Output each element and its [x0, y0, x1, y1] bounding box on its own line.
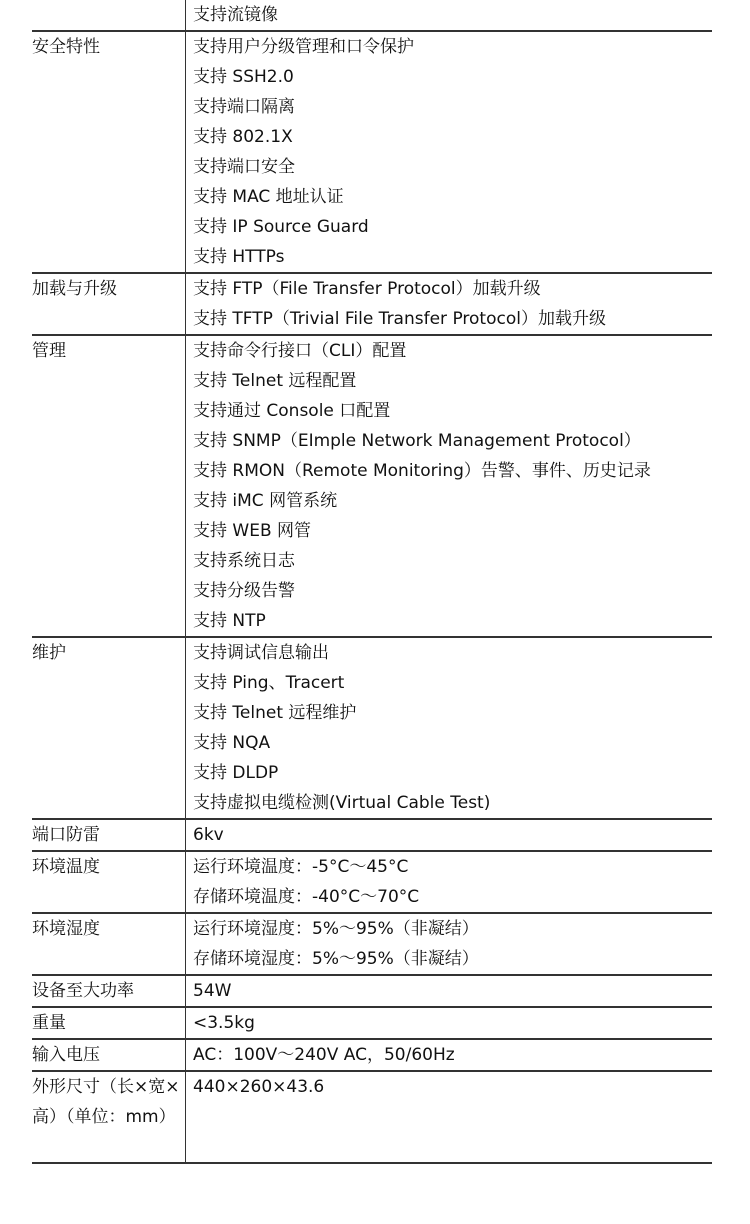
spec-label: 输入电压 [32, 1039, 186, 1071]
spec-value-line: 运行环境湿度：5%～95%（非凝结） [193, 919, 479, 939]
spec-row [32, 637, 712, 819]
spec-value-cell [186, 1039, 713, 1071]
spec-row [32, 31, 712, 273]
spec-value-line: 支持虚拟电缆检测(Virtual Cable Test) [193, 793, 491, 813]
spec-value-line: 支持分级告警 [193, 581, 295, 601]
spec-row [32, 819, 712, 851]
spec-table [32, 0, 712, 1164]
spec-row [32, 0, 712, 31]
spec-value-line: 支持 802.1X [193, 127, 293, 147]
spec-value-line: 6kv [193, 825, 224, 845]
spec-value-line: 存储环境温度：-40°C～70°C [193, 887, 420, 907]
spec-label: 外形尺寸（长×宽×高）（单位：mm） [32, 1071, 186, 1163]
spec-label [32, 0, 186, 31]
spec-value-line: 支持 NQA [193, 733, 271, 753]
spec-row [32, 273, 712, 335]
spec-label: 重量 [32, 1007, 186, 1039]
spec-value-line: 支持 MAC 地址认证 [193, 187, 344, 207]
spec-label: 加载与升级 [32, 273, 186, 335]
spec-value-line: 支持 Ping、Tracert [193, 673, 345, 693]
spec-row [32, 335, 712, 637]
spec-row [32, 975, 712, 1007]
spec-value-line: 支持 FTP（File Transfer Protocol）加载升级 [193, 279, 541, 299]
spec-value-cell [186, 975, 713, 1007]
spec-value-cell [186, 31, 713, 273]
spec-value-line: 支持 IP Source Guard [193, 217, 369, 237]
spec-row [32, 851, 712, 913]
spec-value-line: 支持 Telnet 远程配置 [193, 371, 357, 391]
spec-label: 安全特性 [32, 31, 186, 273]
spec-value-line: 运行环境温度：-5°C～45°C [193, 857, 409, 877]
spec-table-body [32, 0, 712, 1163]
spec-row [32, 1007, 712, 1039]
spec-value-cell [186, 0, 713, 31]
spec-value-line: 支持 SNMP（EImple Network Management Protocol） [193, 431, 641, 451]
spec-value-line: 支持 DLDP [193, 763, 279, 783]
spec-value-cell [186, 637, 713, 819]
spec-row [32, 1071, 712, 1163]
spec-value-line: AC：100V～240V AC，50/60Hz [193, 1045, 455, 1065]
spec-value-line: 支持调试信息输出 [193, 643, 329, 663]
spec-value-line: 支持端口隔离 [193, 97, 295, 117]
spec-value-line: 支持 HTTPs [193, 247, 285, 267]
spec-label: 维护 [32, 637, 186, 819]
spec-value-line: 支持系统日志 [193, 551, 295, 571]
spec-value-line: 支持 SSH2.0 [193, 67, 294, 87]
spec-value-line: 支持用户分级管理和口令保护 [193, 37, 414, 57]
spec-value-line: 存储环境湿度：5%～95%（非凝结） [193, 949, 479, 969]
spec-value-cell [186, 913, 713, 975]
spec-value-line: 支持 RMON（Remote Monitoring）告警、事件、历史记录 [193, 461, 651, 481]
spec-row [32, 1039, 712, 1071]
spec-value-cell [186, 273, 713, 335]
spec-label: 管理 [32, 335, 186, 637]
spec-value-cell [186, 1007, 713, 1039]
spec-value-line: 支持 WEB 网管 [193, 521, 312, 541]
spec-value-cell [186, 1071, 713, 1163]
spec-label: 设备至大功率 [32, 975, 186, 1007]
spec-value-cell [186, 851, 713, 913]
spec-value-line: 支持通过 Console 口配置 [193, 401, 391, 421]
spec-value-line: 支持命令行接口（CLI）配置 [193, 341, 407, 361]
spec-value-line: 支持端口安全 [193, 157, 295, 177]
spec-label: 环境温度 [32, 851, 186, 913]
spec-label: 环境湿度 [32, 913, 186, 975]
spec-label: 端口防雷 [32, 819, 186, 851]
spec-value-line: 54W [193, 981, 232, 1001]
spec-value-line: 支持 TFTP（Trivial File Transfer Protocol）加载升级 [193, 309, 606, 329]
spec-value-line: 支持流镜像 [193, 5, 278, 25]
spec-value-line: 支持 NTP [193, 611, 266, 631]
spec-value-line: 440×260×43.6 [193, 1077, 325, 1097]
spec-value-line: 支持 iMC 网管系统 [193, 491, 338, 511]
spec-value-cell [186, 335, 713, 637]
spec-value-line: <3.5kg [193, 1013, 255, 1033]
spec-value-line: 支持 Telnet 远程维护 [193, 703, 357, 723]
spec-row [32, 913, 712, 975]
spec-value-cell [186, 819, 713, 851]
